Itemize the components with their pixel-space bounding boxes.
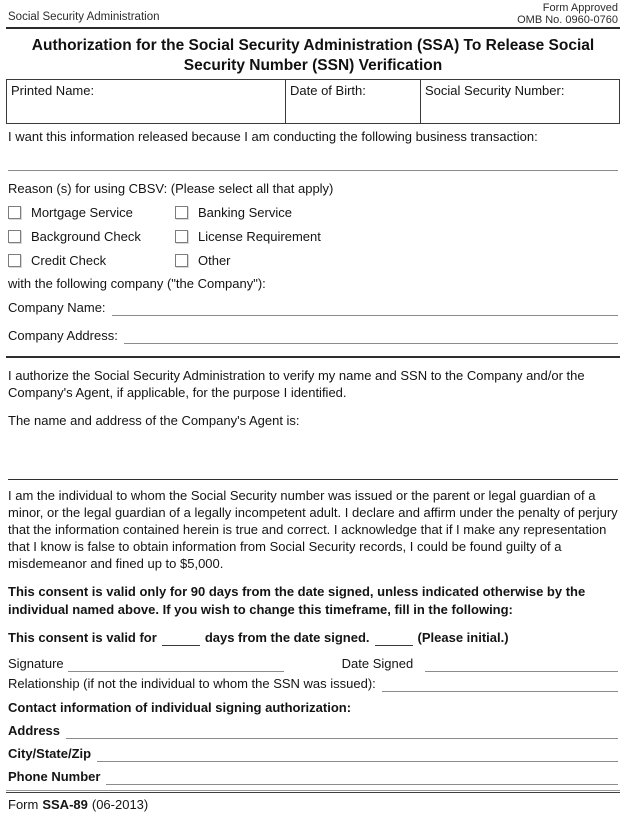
company-address-input-line[interactable] xyxy=(124,329,618,344)
business-transaction-prompt: I want this information released because I am conducting the following business transaction: xyxy=(8,129,538,144)
city-state-zip-input-line[interactable] xyxy=(97,745,618,762)
ssn-label: Social Security Number: xyxy=(425,83,565,98)
consent-custom-duration-row xyxy=(6,629,620,646)
agent-write-in-area[interactable] xyxy=(6,429,620,479)
license-requirement-label: License Requirement xyxy=(198,229,321,244)
signature-input-line[interactable] xyxy=(68,657,284,672)
consent-middle: days from the date signed. xyxy=(204,630,370,645)
printed-name-label: Printed Name: xyxy=(11,83,95,98)
section-divider xyxy=(6,356,620,358)
footer-form-number: SSA-89 xyxy=(42,797,88,812)
consent-suffix: (Please initial.) xyxy=(417,630,509,645)
relationship-label: Relationship (if not the individual to whom the SSN was issued): xyxy=(8,676,376,691)
background-check-checkbox[interactable] xyxy=(8,230,21,243)
phone-number-label: Phone Number xyxy=(8,769,101,784)
printed-name-field[interactable] xyxy=(7,80,286,123)
date-signed-label: Date Signed xyxy=(341,656,414,671)
omb-number: OMB No. 0960-0760 xyxy=(517,14,618,26)
company-name-input-line[interactable] xyxy=(112,301,618,316)
relationship-row xyxy=(6,675,620,692)
footer-revision: (06-2013) xyxy=(91,797,149,812)
footer-divider xyxy=(6,790,620,793)
date-of-birth-field[interactable] xyxy=(286,80,421,123)
contact-heading: Contact information of individual signing authorization: xyxy=(8,700,352,715)
city-state-zip-label: City/State/Zip xyxy=(8,746,92,761)
other-label: Other xyxy=(198,253,231,268)
form-title xyxy=(6,36,620,76)
company-name-label: Company Name: xyxy=(8,300,106,315)
reason-checkbox-group xyxy=(6,204,620,269)
banking-service-checkbox[interactable] xyxy=(175,206,188,219)
consent-days-input-line[interactable] xyxy=(162,632,200,646)
city-state-zip-row xyxy=(6,745,620,762)
business-transaction-input-line[interactable] xyxy=(8,145,618,171)
checkbox-item-mortgage-service[interactable] xyxy=(8,204,175,221)
phone-number-row xyxy=(6,768,620,785)
date-of-birth-label: Date of Birth: xyxy=(290,83,366,98)
relationship-input-line[interactable] xyxy=(382,677,618,692)
address-row xyxy=(6,722,620,739)
form-title-line2: Security Number (SSN) Verification xyxy=(183,57,443,74)
address-input-line[interactable] xyxy=(66,722,618,739)
checkbox-item-other[interactable] xyxy=(175,252,620,269)
signature-row xyxy=(6,655,620,672)
form-title-line1: Authorization for the Social Security Administration (SSA) To Release Social xyxy=(31,37,595,54)
ssn-field[interactable] xyxy=(421,80,619,123)
declaration-text: I am the individual to whom the Social Security number was issued or the parent or legal guardian of a minor, or the legal guardian of a legally incompetent adult. I declare and affirm under the penalty of perjury that the information contained herein is true and correct. I acknowledge that if I make any representation that I know is false to obtain information from Social Security records, I could be found guilty of a misdemeanor and fined up to $5,000. xyxy=(8,488,618,571)
banking-service-label: Banking Service xyxy=(198,205,292,220)
other-checkbox[interactable] xyxy=(175,254,188,267)
identity-table xyxy=(6,79,620,124)
form-header xyxy=(6,0,620,29)
agency-name: Social Security Administration xyxy=(8,11,160,23)
agent-prompt: The name and address of the Company's Agent is: xyxy=(8,413,300,428)
form-approved-text: Form Approved xyxy=(542,2,618,14)
phone-number-input-line[interactable] xyxy=(106,768,618,785)
omb-approval xyxy=(517,2,618,26)
company-address-label: Company Address: xyxy=(8,328,118,343)
consent-prefix: This consent is valid for xyxy=(8,630,157,645)
consent-notice: This consent is valid only for 90 days from the date signed, unless indicated otherwise by the individual named above. If you wish to change this timeframe, fill in the following: xyxy=(8,584,586,617)
section-divider xyxy=(8,479,618,480)
checkbox-item-background-check[interactable] xyxy=(8,228,175,245)
checkbox-item-banking-service[interactable] xyxy=(175,204,620,221)
credit-check-checkbox[interactable] xyxy=(8,254,21,267)
mortgage-service-label: Mortgage Service xyxy=(31,205,133,220)
company-address-row xyxy=(6,327,620,344)
date-signed-input-line[interactable] xyxy=(425,657,618,672)
consent-initial-input-line[interactable] xyxy=(375,632,413,646)
authorization-text: I authorize the Social Security Administration to verify my name and SSN to the Company and/or the Company's Agent, if applicable, for the purpose I identified. xyxy=(8,368,585,400)
signature-label: Signature xyxy=(8,656,64,671)
license-requirement-checkbox[interactable] xyxy=(175,230,188,243)
mortgage-service-checkbox[interactable] xyxy=(8,206,21,219)
background-check-label: Background Check xyxy=(31,229,141,244)
credit-check-label: Credit Check xyxy=(31,253,107,268)
checkbox-item-credit-check[interactable] xyxy=(8,252,175,269)
footer-form-word: Form xyxy=(8,797,39,812)
reasons-heading: Reason (s) for using CBSV: (Please select all that apply) xyxy=(8,181,334,196)
company-name-row xyxy=(6,299,620,316)
company-intro: with the following company ("the Company"): xyxy=(8,276,266,291)
address-label: Address xyxy=(8,723,61,738)
checkbox-item-license-requirement[interactable] xyxy=(175,228,620,245)
